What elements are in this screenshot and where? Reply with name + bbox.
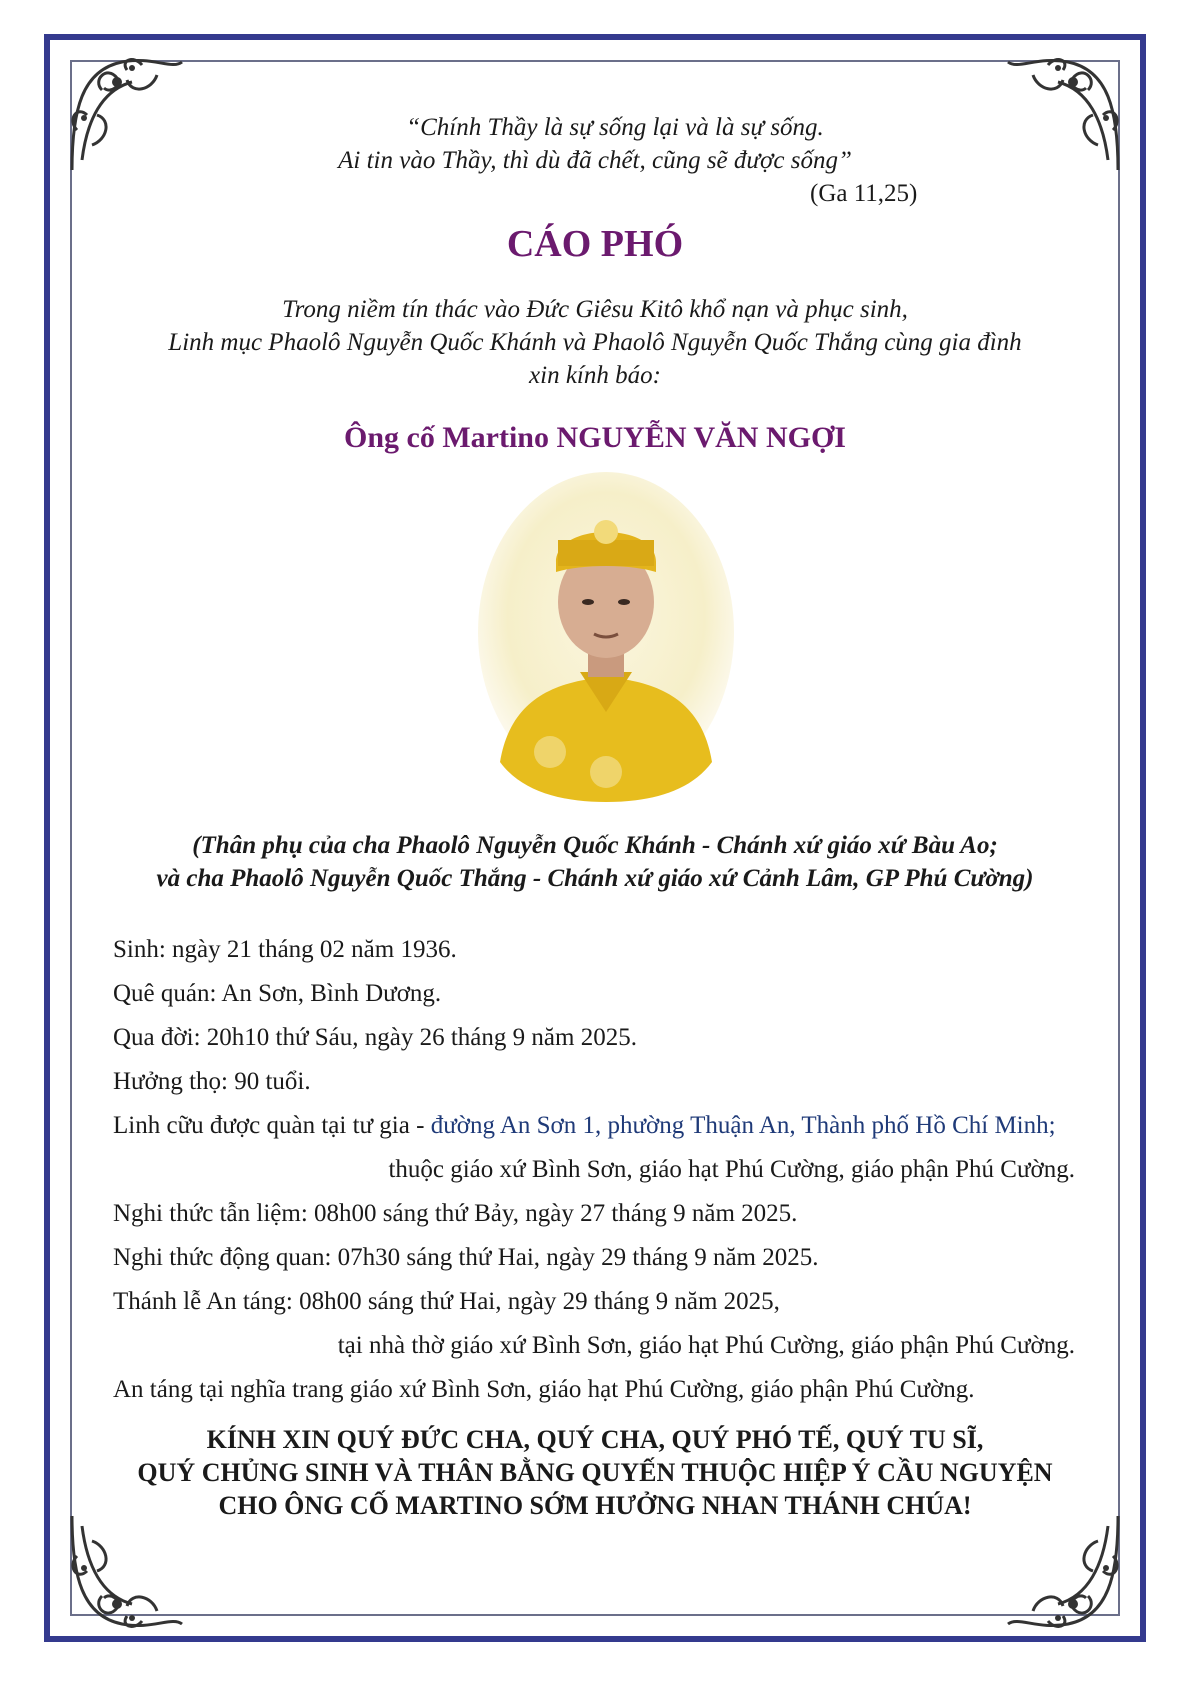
wake-info [113, 1110, 1056, 1142]
wake-parish-info: thuộc giáo xứ Bình Sơn, giáo hạt Phú Cường, giáo phận Phú Cường. [388, 1156, 1075, 1183]
scripture-verse-line-2: Ai tin vào Thầy, thì dù đã chết, cũng sẽ được sống” [338, 147, 852, 174]
page-title: CÁO PHÓ [506, 223, 684, 265]
intro-line-2: Linh mục Phaolô Nguyễn Quốc Khánh và Phaolô Nguyễn Quốc Thắng cùng gia đình [168, 329, 1022, 356]
appeal-line-3: CHO ÔNG CỐ MARTINO SỚM HƯỞNG NHAN THÁNH CHÚA! [218, 1491, 972, 1520]
shrouding-info: Nghi thức tẫn liệm: 08h00 sáng thứ Bảy, ngày 27 tháng 9 năm 2025. [113, 1200, 798, 1227]
funeral-place-info: tại nhà thờ giáo xứ Bình Sơn, giáo hạt Phú Cường, giáo phận Phú Cường. [337, 1332, 1075, 1359]
coffin-moving-info: Nghi thức động quan: 07h30 sáng thứ Hai, ngày 29 tháng 9 năm 2025. [113, 1244, 819, 1271]
portrait-photo [470, 462, 742, 808]
burial-info: An táng tại nghĩa trang giáo xứ Bình Sơn, giáo hạt Phú Cường, giáo phận Phú Cường. [113, 1376, 975, 1403]
scripture-verse-line-1: “Chính Thầy là sự sống lại và là sự sống. [406, 114, 824, 141]
relation-line-2: và cha Phaolô Nguyễn Quốc Thắng - Chánh xứ giáo xứ Cảnh Lâm, GP Phú Cường) [156, 865, 1034, 892]
death-info: Qua đời: 20h10 thứ Sáu, ngày 26 tháng 9 năm 2025. [113, 1024, 637, 1051]
appeal-line-1: KÍNH XIN QUÝ ĐỨC CHA, QUÝ CHA, QUÝ PHÓ TẾ, QUÝ TU SĨ, [206, 1425, 984, 1454]
deceased-name: Ông cố Martino NGUYỄN VĂN NGỢI [344, 421, 846, 454]
relation-line-1: (Thân phụ của cha Phaolô Nguyễn Quốc Khánh - Chánh xứ giáo xứ Bàu Ao; [192, 832, 998, 859]
wake-prefix: Linh cữu được quàn tại tư gia - [113, 1112, 431, 1139]
birth-info: Sinh: ngày 21 tháng 02 năm 1936. [113, 936, 457, 963]
wake-address: đường An Sơn 1, phường Thuận An, Thành phố Hồ Chí Minh; [430, 1112, 1056, 1139]
age-info: Hưởng thọ: 90 tuổi. [113, 1068, 311, 1095]
appeal-line-2: QUÝ CHỦNG SINH VÀ THÂN BẰNG QUYẾN THUỘC HIỆP Ý CẦU NGUYỆN [137, 1458, 1053, 1487]
scripture-reference: (Ga 11,25) [810, 180, 918, 207]
funeral-mass-info: Thánh lễ An táng: 08h00 sáng thứ Hai, ngày 29 tháng 9 năm 2025, [113, 1288, 780, 1315]
intro-line-3: xin kính báo: [529, 362, 661, 389]
intro-line-1: Trong niềm tín thác vào Đức Giêsu Kitô khổ nạn và phục sinh, [282, 296, 908, 323]
hometown-info: Quê quán: An Sơn, Bình Dương. [113, 980, 442, 1007]
